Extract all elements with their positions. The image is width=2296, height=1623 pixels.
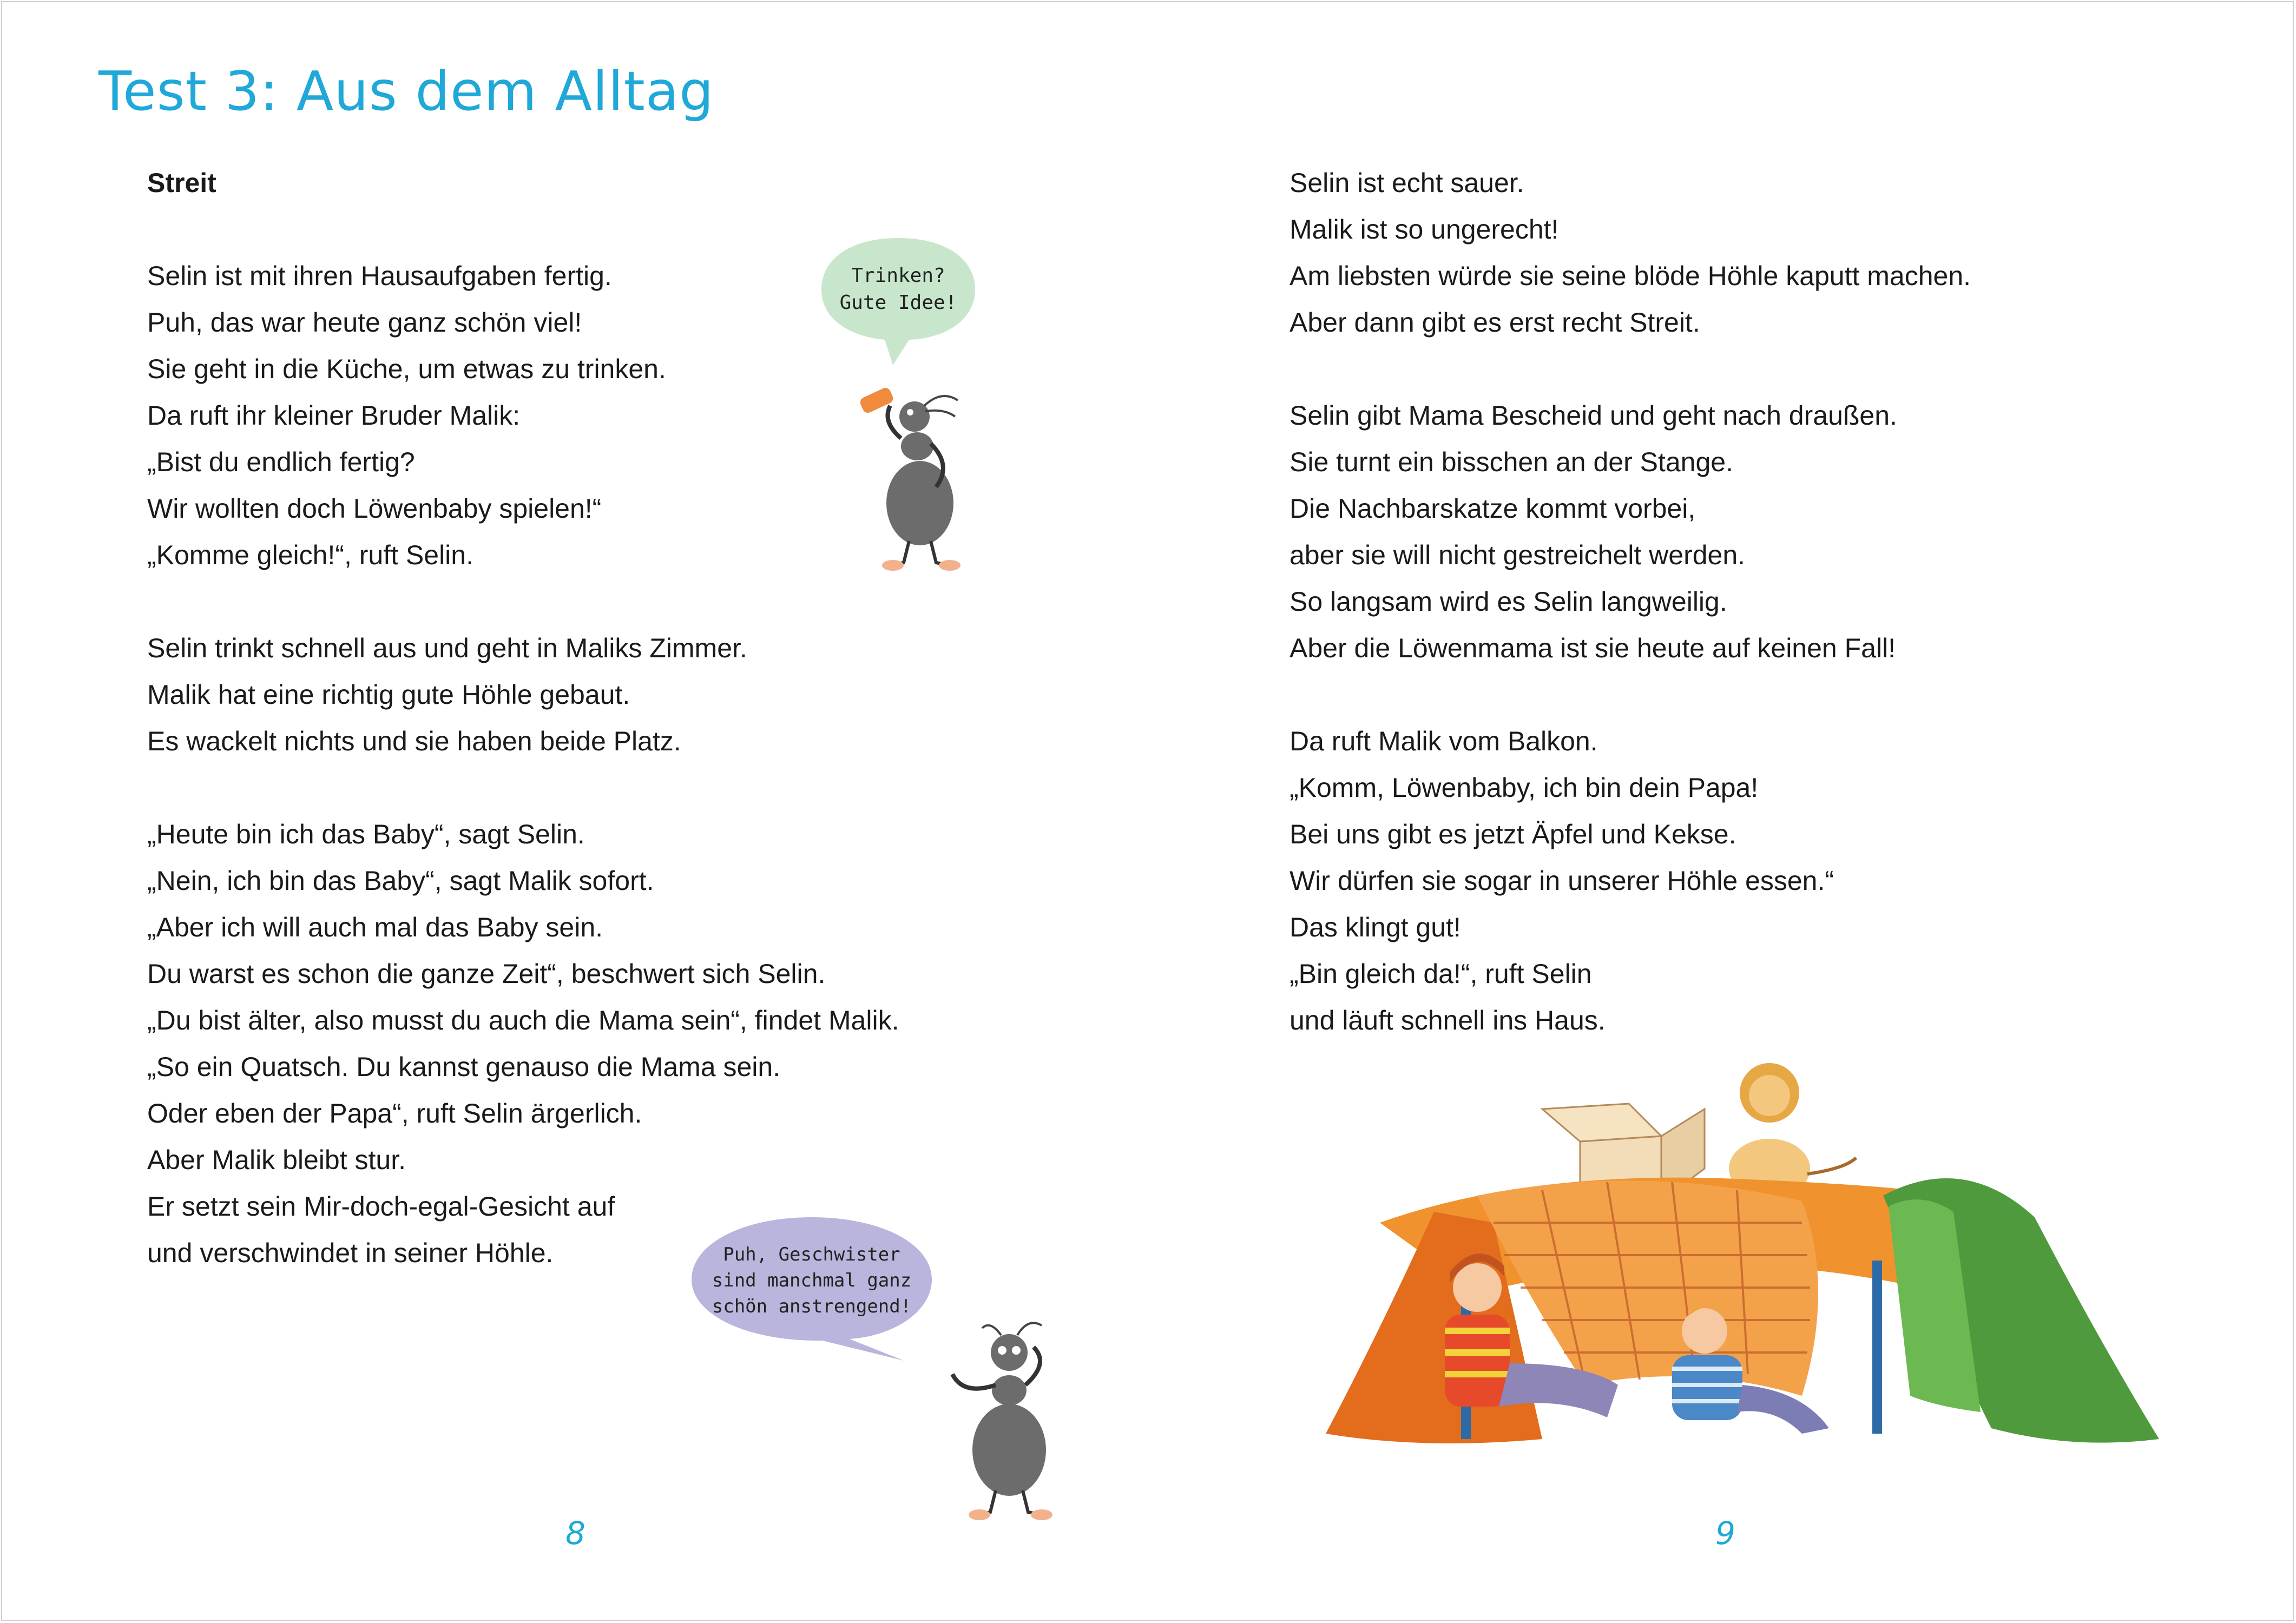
text-line: „Du bist älter, also musst du auch die Mama sein“, findet Malik. [147, 1005, 899, 1035]
story-title: Streit [147, 168, 216, 198]
speech-bubble-purple [687, 1212, 936, 1363]
text-line: Bei uns gibt es jetzt Äpfel und Kekse. [1290, 819, 1736, 849]
right-text-lines [1290, 160, 2155, 1044]
text-line: Das klingt gut! [1290, 912, 1461, 942]
text-line: Malik ist so ungerecht! [1290, 214, 1559, 245]
text-line: „Bin gleich da!“, ruft Selin [1290, 959, 1592, 989]
text-line: Es wackelt nichts und sie haben beide Platz. [147, 726, 681, 756]
text-line: „Komme gleich!“, ruft Selin. [147, 540, 473, 570]
text-line: „Komm, Löwenbaby, ich bin dein Papa! [1290, 773, 1759, 803]
text-line: Aber Malik bleibt stur. [147, 1145, 406, 1175]
text-line: Wir wollten doch Löwenbaby spielen!“ [147, 493, 602, 524]
text-line: „Aber ich will auch mal das Baby sein. [147, 912, 603, 942]
bubble-purple-text [687, 1242, 936, 1319]
text-line: Selin ist mit ihren Hausaufgaben fertig. [147, 261, 612, 291]
text-line: „Nein, ich bin das Baby“, sagt Malik sofort. [147, 866, 654, 896]
page-number-right: 9 [1715, 1515, 1735, 1552]
speech-bubble-green [817, 233, 979, 368]
text-line: Puh, das war heute ganz schön viel! [147, 307, 582, 338]
text-line: Am liebsten würde sie seine blöde Höhle kaputt machen. [1290, 261, 1971, 291]
ant-worried-icon [920, 1315, 1082, 1526]
text-line: aber sie will nicht gestreichelt werden. [1290, 540, 1746, 570]
ant-drinking-icon [850, 379, 1012, 573]
text-line: „So ein Quatsch. Du kannst genauso die Mama sein. [147, 1052, 781, 1082]
text-line: Er setzt sein Mir-doch-egal-Gesicht auf [147, 1191, 615, 1222]
paragraph-break [1290, 671, 2155, 718]
text-line: Sie geht in die Küche, um etwas zu trinken. [147, 354, 666, 384]
bubble-purple-line: sind manchmal ganz [712, 1270, 912, 1291]
text-line: Aber dann gibt es erst recht Streit. [1290, 307, 1700, 338]
text-line: So langsam wird es Selin langweilig. [1290, 586, 1727, 617]
bubble-green-line: Gute Idee! [839, 292, 957, 314]
text-line: und verschwindet in seiner Höhle. [147, 1238, 554, 1268]
text-line: Da ruft Malik vom Balkon. [1290, 726, 1598, 756]
right-column [1290, 160, 2155, 1044]
paragraph-break [1290, 346, 2155, 392]
page-number-left: 8 [565, 1515, 585, 1552]
text-line: Sie turnt ein bisschen an der Stange. [1290, 447, 1733, 477]
text-line: Selin trinkt schnell aus und geht in Maliks Zimmer. [147, 633, 747, 663]
bubble-purple-line: schön anstrengend! [712, 1296, 912, 1317]
bubble-purple-line: Puh, Geschwister [723, 1244, 900, 1265]
text-line: „Bist du endlich fertig? [147, 447, 415, 477]
text-line: Malik hat eine richtig gute Höhle gebaut. [147, 679, 630, 710]
text-line: Oder eben der Papa“, ruft Selin ärgerlich. [147, 1098, 642, 1129]
text-line: Aber die Löwenmama ist sie heute auf keinen Fall! [1290, 633, 1896, 663]
text-line: und läuft schnell ins Haus. [1290, 1005, 1606, 1035]
text-line: „Heute bin ich das Baby“, sagt Selin. [147, 819, 585, 849]
text-line: Die Nachbarskatze kommt vorbei, [1290, 493, 1696, 524]
text-line: Da ruft ihr kleiner Bruder Malik: [147, 400, 521, 431]
paragraph-break [147, 764, 1013, 811]
blanket-fort-illustration [1315, 1060, 2170, 1493]
text-line: Wir dürfen sie sogar in unserer Höhle essen.“ [1290, 866, 1834, 896]
text-line: Selin ist echt sauer. [1290, 168, 1524, 198]
bubble-green-line: Trinken? [851, 265, 945, 287]
bubble-green-text [817, 262, 979, 316]
page-title: Test 3: Aus dem Alltag [98, 60, 714, 123]
text-line: Du warst es schon die ganze Zeit“, beschwert sich Selin. [147, 959, 826, 989]
text-line: Selin gibt Mama Bescheid und geht nach draußen. [1290, 400, 1897, 431]
paragraph-break [147, 578, 1013, 625]
